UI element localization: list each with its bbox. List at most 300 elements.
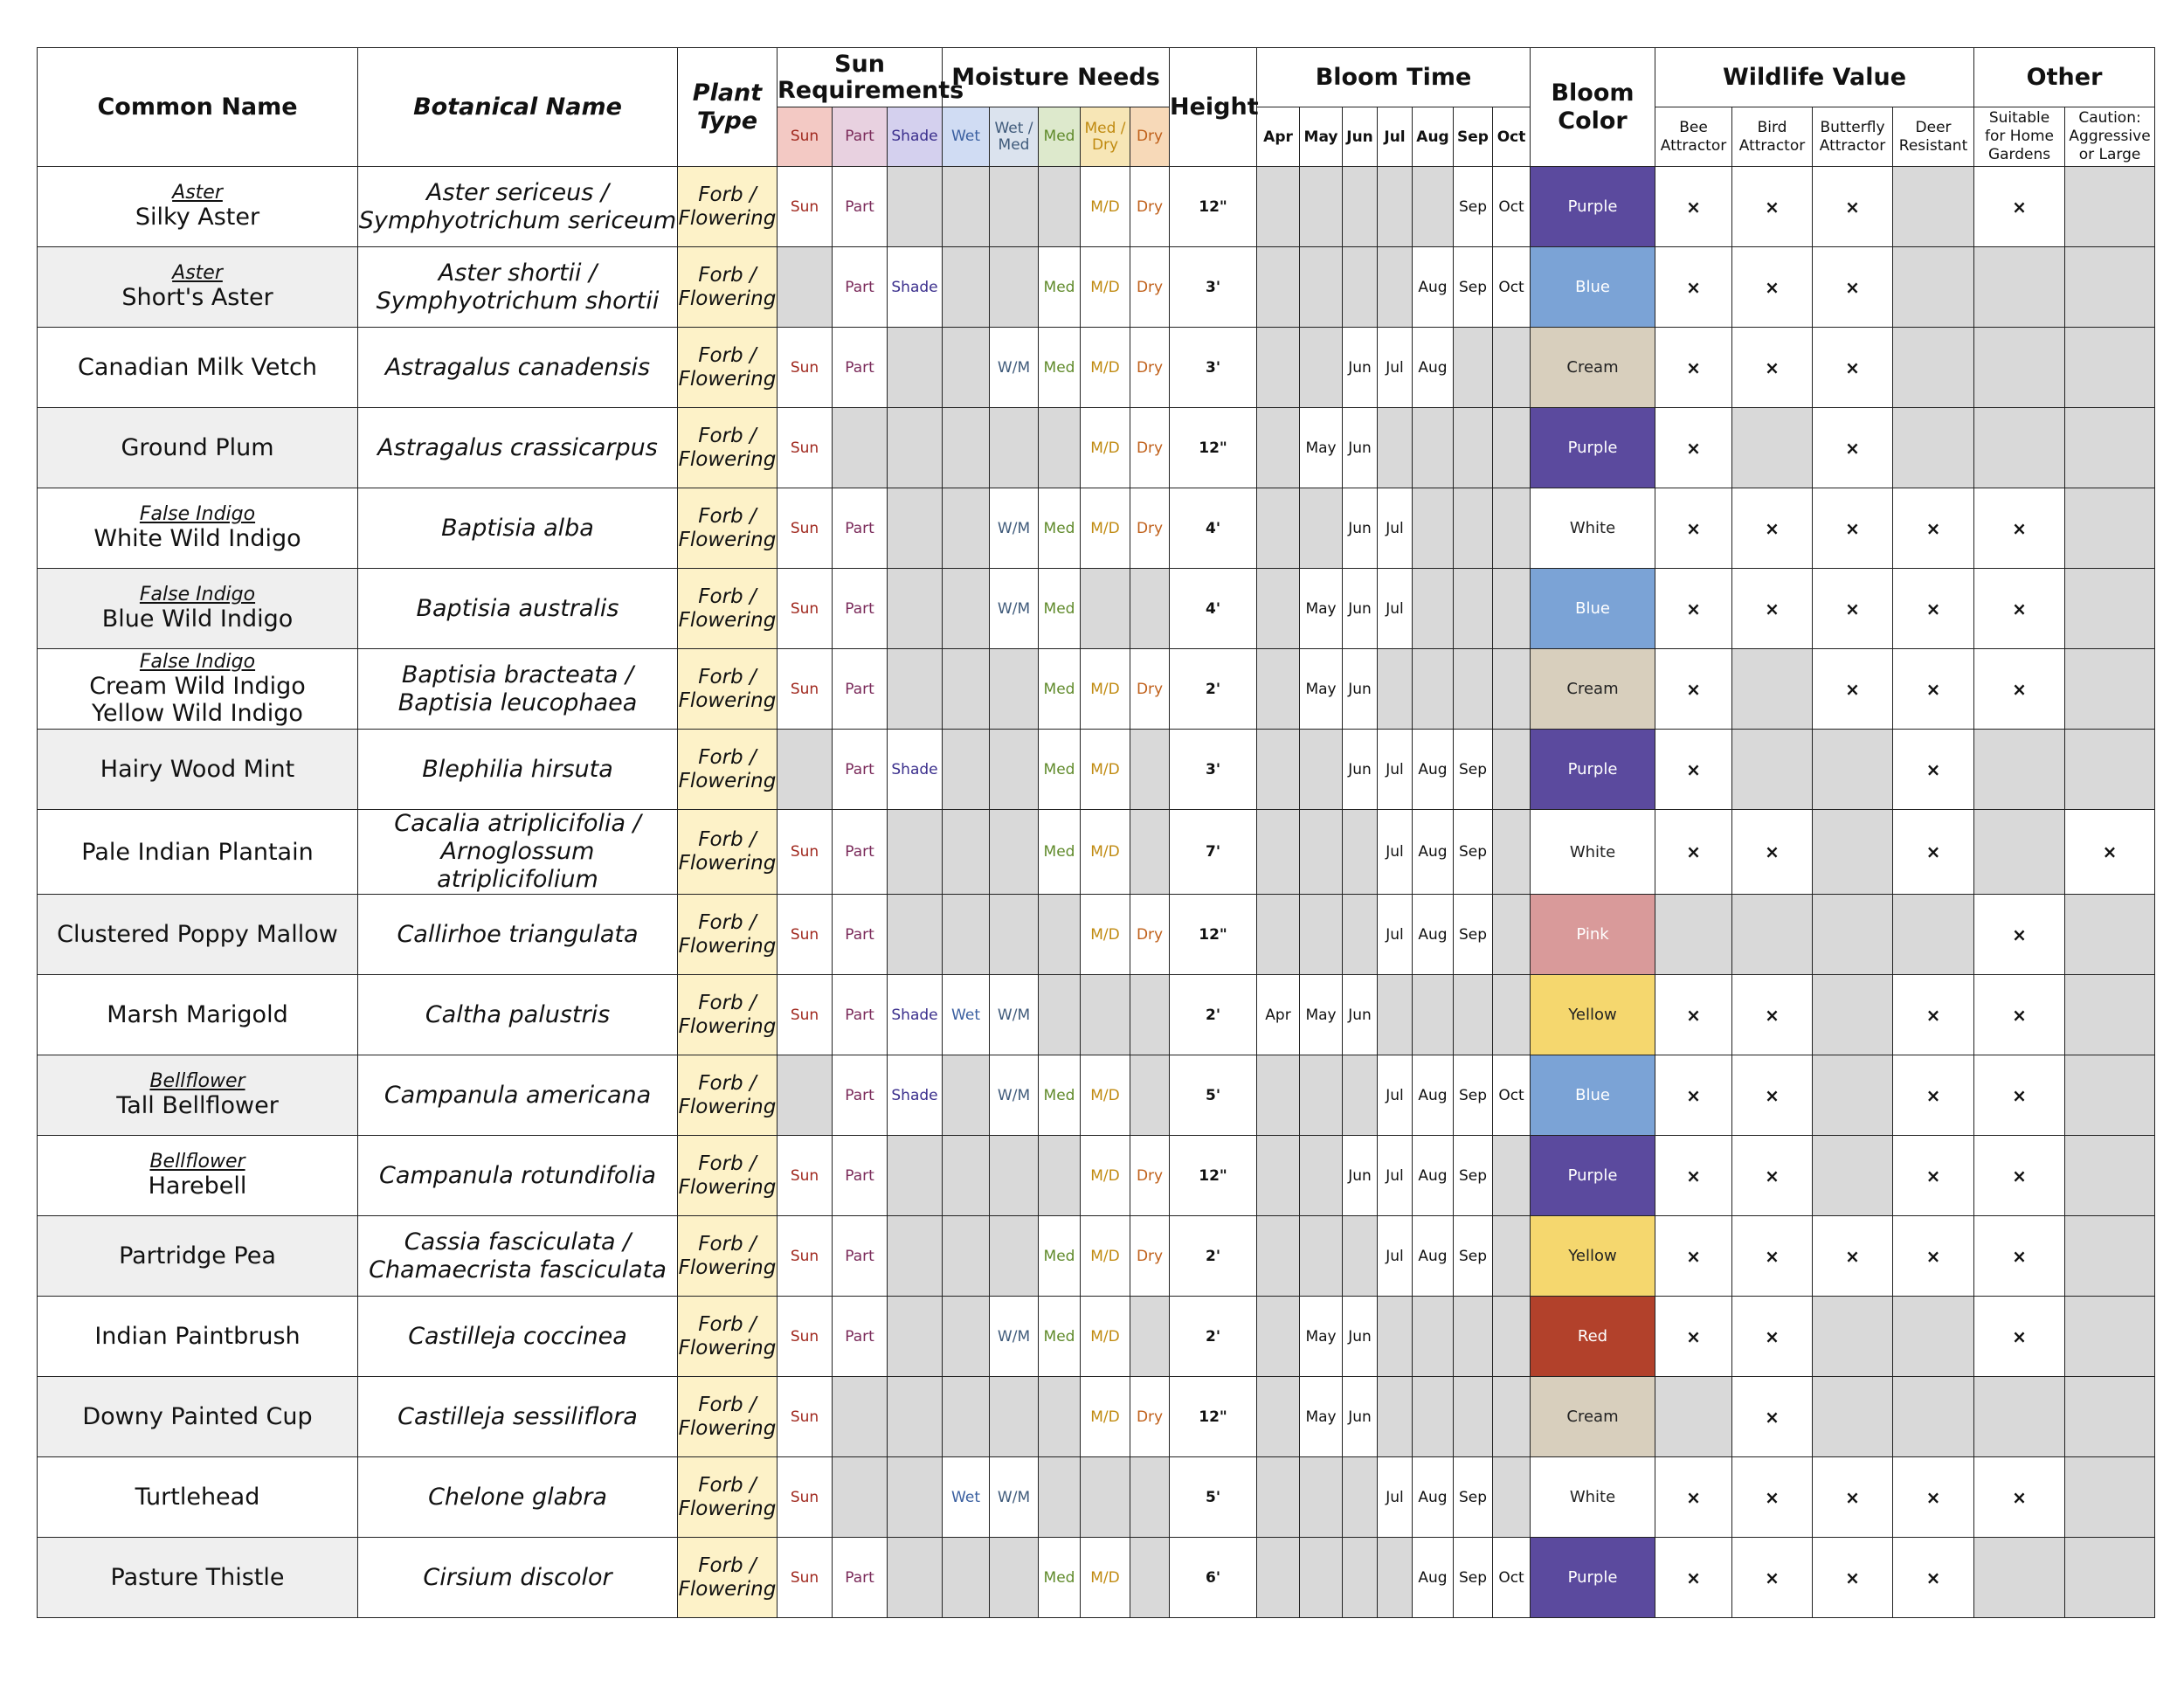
wildlife-cell bbox=[1655, 1457, 1732, 1538]
plant-type: Flowering bbox=[678, 528, 777, 551]
moisture-cell: W/M bbox=[990, 1055, 1039, 1136]
common-name: Harebell bbox=[148, 1173, 247, 1200]
wildlife-cell bbox=[1893, 569, 1974, 649]
sun-cell: Shade bbox=[888, 1055, 943, 1136]
bloom-color-cell: Blue bbox=[1531, 569, 1655, 649]
common-name: Hairy Wood Mint bbox=[100, 756, 295, 783]
checkmark-x-icon: × bbox=[2012, 924, 2027, 945]
moisture-cell bbox=[990, 1216, 1039, 1297]
bloom-color-cell: Blue bbox=[1531, 1055, 1655, 1136]
checkmark-x-icon: × bbox=[1845, 598, 1860, 619]
header-bloom-time: Bloom Time bbox=[1257, 48, 1531, 107]
table-row bbox=[38, 1136, 2155, 1216]
plant-type-cell bbox=[678, 1136, 778, 1216]
common-name-cell bbox=[38, 1216, 358, 1297]
plant-type-cell bbox=[678, 810, 778, 895]
checkmark-x-icon: × bbox=[1845, 356, 1860, 378]
wildlife-cell bbox=[1655, 1136, 1732, 1216]
bloom-month-cell bbox=[1343, 167, 1378, 247]
header-month-jul: Jul bbox=[1378, 107, 1413, 167]
bloom-month-cell bbox=[1454, 649, 1493, 730]
botanical-name: Baptisia australis bbox=[416, 594, 619, 622]
moisture-cell: W/M bbox=[990, 975, 1039, 1055]
wildlife-cell bbox=[1732, 1457, 1813, 1538]
checkmark-x-icon: × bbox=[1686, 1165, 1701, 1186]
moisture-cell bbox=[1081, 975, 1130, 1055]
plant-type-cell bbox=[678, 1377, 778, 1457]
wildlife-cell bbox=[1813, 730, 1893, 810]
checkmark-x-icon: × bbox=[1765, 1004, 1780, 1026]
sun-cell bbox=[778, 730, 833, 810]
bloom-month-cell: Apr bbox=[1257, 975, 1300, 1055]
botanical-name-cell bbox=[358, 1377, 678, 1457]
moisture-cell bbox=[943, 408, 990, 488]
sun-cell: Sun bbox=[778, 1216, 833, 1297]
common-name-cell bbox=[38, 1055, 358, 1136]
bloom-month-cell bbox=[1493, 1377, 1531, 1457]
moisture-cell bbox=[943, 1216, 990, 1297]
genus-label: Aster bbox=[172, 182, 223, 204]
header-dry: Dry bbox=[1130, 107, 1170, 167]
moisture-cell bbox=[1130, 1055, 1170, 1136]
plant-type-cell bbox=[678, 649, 778, 730]
plant-type: Forb / bbox=[698, 424, 757, 447]
checkmark-x-icon: × bbox=[2012, 196, 2027, 218]
bloom-month-cell: Jul bbox=[1378, 488, 1413, 569]
bloom-month-cell: Jul bbox=[1378, 1055, 1413, 1136]
checkmark-x-icon: × bbox=[1845, 678, 1860, 700]
sun-cell: Sun bbox=[778, 895, 833, 975]
other-cell bbox=[1974, 167, 2065, 247]
table-row bbox=[38, 1216, 2155, 1297]
bloom-month-cell bbox=[1300, 895, 1343, 975]
bloom-month-cell: Jul bbox=[1378, 730, 1413, 810]
bloom-month-cell: Jun bbox=[1343, 1377, 1378, 1457]
checkmark-x-icon: × bbox=[1765, 1325, 1780, 1347]
sun-cell: Part bbox=[833, 1216, 888, 1297]
common-name: Cream Wild Indigo bbox=[89, 672, 306, 700]
moisture-cell bbox=[1130, 569, 1170, 649]
bloom-month-cell bbox=[1257, 328, 1300, 408]
other-cell bbox=[1974, 975, 2065, 1055]
plant-type-cell bbox=[678, 1538, 778, 1618]
checkmark-x-icon: × bbox=[1925, 1245, 1941, 1267]
botanical-name: Aster sericeus / bbox=[425, 178, 609, 206]
wildlife-cell bbox=[1655, 1297, 1732, 1377]
moisture-cell: Dry bbox=[1130, 328, 1170, 408]
botanical-name: Cassia fasciculata / bbox=[404, 1228, 632, 1256]
genus-label: Bellflower bbox=[149, 1151, 245, 1173]
table-row bbox=[38, 167, 2155, 247]
wildlife-cell bbox=[1813, 167, 1893, 247]
checkmark-x-icon: × bbox=[1845, 1245, 1860, 1267]
bloom-month-cell bbox=[1378, 649, 1413, 730]
botanical-name: Callirhoe triangulata bbox=[397, 920, 639, 948]
other-cell bbox=[2065, 569, 2155, 649]
bloom-month-cell bbox=[1413, 408, 1454, 488]
bloom-color-cell: White bbox=[1531, 488, 1655, 569]
checkmark-x-icon: × bbox=[1765, 1486, 1780, 1508]
bloom-month-cell: Jul bbox=[1378, 810, 1413, 895]
moisture-cell bbox=[943, 488, 990, 569]
bloom-month-cell bbox=[1378, 408, 1413, 488]
wildlife-cell bbox=[1813, 649, 1893, 730]
plant-type: Flowering bbox=[678, 934, 777, 958]
moisture-cell bbox=[990, 408, 1039, 488]
moisture-cell bbox=[943, 730, 990, 810]
sun-cell bbox=[888, 167, 943, 247]
bloom-month-cell bbox=[1493, 810, 1531, 895]
bloom-month-cell bbox=[1257, 810, 1300, 895]
header-med-dry: Med / Dry bbox=[1081, 107, 1130, 167]
moisture-cell: M/D bbox=[1081, 1538, 1130, 1618]
table-row bbox=[38, 810, 2155, 895]
other-cell bbox=[2065, 975, 2155, 1055]
botanical-name: Baptisia alba bbox=[441, 514, 594, 542]
moisture-cell: M/D bbox=[1081, 895, 1130, 975]
wildlife-cell bbox=[1655, 1216, 1732, 1297]
plant-type-cell bbox=[678, 1457, 778, 1538]
bloom-month-cell bbox=[1493, 1136, 1531, 1216]
bloom-month-cell bbox=[1493, 569, 1531, 649]
moisture-cell: Med bbox=[1039, 1538, 1081, 1618]
plant-type: Forb / bbox=[698, 1071, 757, 1095]
common-name: Silky Aster bbox=[135, 204, 260, 231]
checkmark-x-icon: × bbox=[1925, 1165, 1941, 1186]
header-wildlife-value: Wildlife Value bbox=[1655, 48, 1974, 107]
wildlife-cell bbox=[1655, 328, 1732, 408]
moisture-cell: M/D bbox=[1081, 247, 1130, 328]
plant-type: Forb / bbox=[698, 504, 757, 528]
common-name-cell bbox=[38, 1538, 358, 1618]
sun-cell: Sun bbox=[778, 1136, 833, 1216]
wildlife-cell bbox=[1732, 895, 1813, 975]
moisture-cell: M/D bbox=[1081, 1136, 1130, 1216]
plant-type: Flowering bbox=[678, 447, 777, 471]
bloom-color-cell: Yellow bbox=[1531, 975, 1655, 1055]
sun-cell: Part bbox=[833, 1136, 888, 1216]
plant-type: Forb / bbox=[698, 343, 757, 367]
plant-type-cell bbox=[678, 730, 778, 810]
bloom-month-cell: Jun bbox=[1343, 488, 1378, 569]
bloom-month-cell bbox=[1343, 1216, 1378, 1297]
wildlife-cell bbox=[1893, 247, 1974, 328]
bloom-month-cell: Oct bbox=[1493, 167, 1531, 247]
moisture-cell: W/M bbox=[990, 569, 1039, 649]
plant-type: Forb / bbox=[698, 1152, 757, 1175]
wildlife-cell bbox=[1655, 408, 1732, 488]
plant-type: Flowering bbox=[678, 769, 777, 792]
checkmark-x-icon: × bbox=[1686, 598, 1701, 619]
botanical-name-cell bbox=[358, 328, 678, 408]
checkmark-x-icon: × bbox=[1925, 1486, 1941, 1508]
moisture-cell bbox=[990, 167, 1039, 247]
bloom-month-cell: Jul bbox=[1378, 895, 1413, 975]
height-cell: 12" bbox=[1170, 408, 1257, 488]
botanical-name-cell bbox=[358, 167, 678, 247]
wildlife-cell bbox=[1655, 247, 1732, 328]
sun-cell: Shade bbox=[888, 247, 943, 328]
common-name-cell bbox=[38, 488, 358, 569]
moisture-cell: W/M bbox=[990, 1457, 1039, 1538]
bloom-month-cell bbox=[1300, 1216, 1343, 1297]
sun-cell: Part bbox=[833, 730, 888, 810]
botanical-name-cell bbox=[358, 730, 678, 810]
header-part: Part bbox=[833, 107, 888, 167]
common-name: Short's Aster bbox=[121, 284, 273, 311]
table-row bbox=[38, 408, 2155, 488]
other-cell bbox=[2065, 1457, 2155, 1538]
bloom-month-cell: Aug bbox=[1413, 1457, 1454, 1538]
bloom-month-cell bbox=[1257, 1457, 1300, 1538]
sun-cell: Sun bbox=[778, 1297, 833, 1377]
bloom-month-cell: Aug bbox=[1413, 730, 1454, 810]
moisture-cell bbox=[990, 1136, 1039, 1216]
sun-cell: Sun bbox=[778, 1538, 833, 1618]
other-cell bbox=[1974, 1297, 2065, 1377]
header-caution-aggressive: Caution: Aggressive or Large bbox=[2065, 107, 2155, 167]
header-month-oct: Oct bbox=[1493, 107, 1531, 167]
bloom-month-cell: Jul bbox=[1378, 1457, 1413, 1538]
bloom-month-cell bbox=[1343, 1055, 1378, 1136]
moisture-cell bbox=[943, 1538, 990, 1618]
botanical-name: Campanula americana bbox=[384, 1081, 652, 1109]
wildlife-cell bbox=[1732, 328, 1813, 408]
wildlife-cell bbox=[1893, 1297, 1974, 1377]
moisture-cell: M/D bbox=[1081, 328, 1130, 408]
bloom-color-cell: Purple bbox=[1531, 408, 1655, 488]
plant-table-container bbox=[37, 47, 2155, 1618]
sun-cell: Shade bbox=[888, 730, 943, 810]
sun-cell bbox=[888, 569, 943, 649]
checkmark-x-icon: × bbox=[1765, 598, 1780, 619]
botanical-name: Castilleja coccinea bbox=[408, 1322, 627, 1350]
wildlife-cell bbox=[1893, 895, 1974, 975]
bloom-month-cell bbox=[1378, 1538, 1413, 1618]
checkmark-x-icon: × bbox=[1765, 517, 1780, 539]
moisture-cell: M/D bbox=[1081, 408, 1130, 488]
wildlife-cell bbox=[1732, 1216, 1813, 1297]
wildlife-cell bbox=[1813, 488, 1893, 569]
moisture-cell: M/D bbox=[1081, 1216, 1130, 1297]
genus-label: False Indigo bbox=[139, 650, 256, 673]
checkmark-x-icon: × bbox=[2012, 1004, 2027, 1026]
bloom-month-cell bbox=[1257, 408, 1300, 488]
common-name-cell bbox=[38, 167, 358, 247]
wildlife-cell bbox=[1732, 1297, 1813, 1377]
common-name: Tall Bellflower bbox=[116, 1092, 279, 1119]
bloom-month-cell bbox=[1343, 810, 1378, 895]
botanical-name-cell bbox=[358, 1297, 678, 1377]
bloom-month-cell bbox=[1493, 488, 1531, 569]
common-name-cell bbox=[38, 730, 358, 810]
bloom-month-cell: Oct bbox=[1493, 1538, 1531, 1618]
sun-cell: Part bbox=[833, 1055, 888, 1136]
other-cell bbox=[2065, 1055, 2155, 1136]
checkmark-x-icon: × bbox=[1765, 841, 1780, 862]
moisture-cell: M/D bbox=[1081, 1297, 1130, 1377]
header-plant-type: Plant Type bbox=[678, 48, 778, 167]
header-month-apr: Apr bbox=[1257, 107, 1300, 167]
sun-cell: Part bbox=[833, 1297, 888, 1377]
botanical-name-cell bbox=[358, 895, 678, 975]
bloom-month-cell: Sep bbox=[1454, 895, 1493, 975]
moisture-cell bbox=[1039, 1457, 1081, 1538]
sun-cell bbox=[888, 1377, 943, 1457]
plant-type-cell bbox=[678, 408, 778, 488]
height-cell: 12" bbox=[1170, 167, 1257, 247]
bloom-color-cell: Cream bbox=[1531, 328, 1655, 408]
genus-label: False Indigo bbox=[139, 584, 256, 605]
wildlife-cell bbox=[1732, 810, 1813, 895]
wildlife-cell bbox=[1813, 1216, 1893, 1297]
plant-type: Flowering bbox=[678, 1175, 777, 1199]
bloom-color-cell: Purple bbox=[1531, 1136, 1655, 1216]
bloom-month-cell: Aug bbox=[1413, 247, 1454, 328]
bloom-month-cell: Jul bbox=[1378, 1136, 1413, 1216]
moisture-cell: M/D bbox=[1081, 167, 1130, 247]
bloom-month-cell bbox=[1300, 1538, 1343, 1618]
checkmark-x-icon: × bbox=[1686, 678, 1701, 700]
other-cell bbox=[2065, 1377, 2155, 1457]
bloom-month-cell: Aug bbox=[1413, 328, 1454, 408]
checkmark-x-icon: × bbox=[1925, 678, 1941, 700]
bloom-month-cell: Jun bbox=[1343, 408, 1378, 488]
bloom-month-cell bbox=[1378, 247, 1413, 328]
bloom-color-cell: Purple bbox=[1531, 167, 1655, 247]
moisture-cell: Med bbox=[1039, 649, 1081, 730]
other-cell bbox=[1974, 895, 2065, 975]
common-name-cell bbox=[38, 975, 358, 1055]
header-moisture-needs: Moisture Needs bbox=[943, 48, 1170, 107]
moisture-cell bbox=[1130, 975, 1170, 1055]
bloom-month-cell bbox=[1257, 895, 1300, 975]
table-row bbox=[38, 649, 2155, 730]
bloom-month-cell bbox=[1300, 328, 1343, 408]
other-cell bbox=[1974, 1377, 2065, 1457]
plant-type: Flowering bbox=[678, 287, 777, 310]
table-row bbox=[38, 975, 2155, 1055]
moisture-cell: M/D bbox=[1081, 1055, 1130, 1136]
other-cell bbox=[2065, 328, 2155, 408]
common-name: White Wild Indigo bbox=[93, 525, 301, 552]
plant-type: Flowering bbox=[678, 1014, 777, 1038]
bloom-month-cell bbox=[1343, 1538, 1378, 1618]
sun-cell: Sun bbox=[778, 167, 833, 247]
common-name: Partridge Pea bbox=[119, 1242, 276, 1269]
wildlife-cell bbox=[1893, 167, 1974, 247]
other-cell bbox=[2065, 488, 2155, 569]
moisture-cell: W/M bbox=[990, 328, 1039, 408]
header-bee-attractor: Bee Attractor bbox=[1655, 107, 1732, 167]
sun-cell bbox=[778, 1055, 833, 1136]
checkmark-x-icon: × bbox=[1686, 841, 1701, 862]
moisture-cell bbox=[943, 328, 990, 408]
moisture-cell bbox=[1130, 810, 1170, 895]
botanical-name: Arnoglossum atriplicifolium bbox=[437, 838, 598, 893]
botanical-name-cell bbox=[358, 1055, 678, 1136]
bloom-month-cell bbox=[1300, 810, 1343, 895]
bloom-month-cell: Jul bbox=[1378, 1216, 1413, 1297]
common-name: Indian Paintbrush bbox=[94, 1323, 301, 1350]
genus-label: Bellflower bbox=[149, 1070, 245, 1092]
wildlife-cell bbox=[1893, 730, 1974, 810]
other-cell bbox=[2065, 649, 2155, 730]
botanical-name: Cirsium discolor bbox=[423, 1563, 612, 1591]
bloom-month-cell bbox=[1257, 1055, 1300, 1136]
sun-cell bbox=[888, 810, 943, 895]
plant-type-cell bbox=[678, 1216, 778, 1297]
plant-type-cell bbox=[678, 569, 778, 649]
wildlife-cell bbox=[1813, 810, 1893, 895]
botanical-name: Caltha palustris bbox=[425, 1000, 611, 1028]
sun-cell bbox=[888, 408, 943, 488]
checkmark-x-icon: × bbox=[1686, 437, 1701, 459]
bloom-month-cell: Jun bbox=[1343, 1136, 1378, 1216]
plant-type-cell bbox=[678, 895, 778, 975]
common-name-cell bbox=[38, 1136, 358, 1216]
height-cell: 7' bbox=[1170, 810, 1257, 895]
common-name-cell bbox=[38, 408, 358, 488]
botanical-name-cell bbox=[358, 810, 678, 895]
bloom-month-cell: Jun bbox=[1343, 975, 1378, 1055]
wildlife-cell bbox=[1732, 1136, 1813, 1216]
wildlife-cell bbox=[1813, 1377, 1893, 1457]
header-month-may: May bbox=[1300, 107, 1343, 167]
moisture-cell: Med bbox=[1039, 810, 1081, 895]
bloom-month-cell bbox=[1257, 1297, 1300, 1377]
moisture-cell: M/D bbox=[1081, 730, 1130, 810]
other-cell bbox=[2065, 1216, 2155, 1297]
bloom-month-cell bbox=[1378, 975, 1413, 1055]
bloom-color-cell: Cream bbox=[1531, 1377, 1655, 1457]
other-cell bbox=[2065, 1297, 2155, 1377]
wildlife-cell bbox=[1655, 975, 1732, 1055]
moisture-cell bbox=[990, 1538, 1039, 1618]
checkmark-x-icon: × bbox=[2012, 1325, 2027, 1347]
checkmark-x-icon: × bbox=[1845, 1567, 1860, 1588]
botanical-name: Baptisia bracteata / bbox=[401, 661, 634, 688]
bloom-month-cell: May bbox=[1300, 975, 1343, 1055]
wildlife-cell bbox=[1732, 247, 1813, 328]
wildlife-cell bbox=[1655, 649, 1732, 730]
other-cell bbox=[2065, 408, 2155, 488]
bloom-month-cell bbox=[1454, 328, 1493, 408]
botanical-name: Blephilia hirsuta bbox=[422, 755, 613, 783]
botanical-name-cell bbox=[358, 488, 678, 569]
bloom-month-cell bbox=[1493, 1216, 1531, 1297]
botanical-name-cell bbox=[358, 247, 678, 328]
checkmark-x-icon: × bbox=[2012, 1165, 2027, 1186]
common-name-cell bbox=[38, 895, 358, 975]
plant-type-cell bbox=[678, 975, 778, 1055]
botanical-name: Astragalus crassicarpus bbox=[377, 433, 658, 461]
plant-type: Flowering bbox=[678, 608, 777, 632]
table-row bbox=[38, 1377, 2155, 1457]
bloom-month-cell bbox=[1454, 975, 1493, 1055]
moisture-cell bbox=[1039, 975, 1081, 1055]
moisture-cell bbox=[943, 1055, 990, 1136]
bloom-month-cell bbox=[1454, 569, 1493, 649]
checkmark-x-icon: × bbox=[1686, 1004, 1701, 1026]
moisture-cell: Med bbox=[1039, 569, 1081, 649]
bloom-month-cell bbox=[1413, 649, 1454, 730]
common-name: Blue Wild Indigo bbox=[101, 605, 294, 633]
sun-cell bbox=[778, 247, 833, 328]
wildlife-cell bbox=[1732, 730, 1813, 810]
bloom-month-cell bbox=[1257, 167, 1300, 247]
wildlife-cell bbox=[1893, 408, 1974, 488]
